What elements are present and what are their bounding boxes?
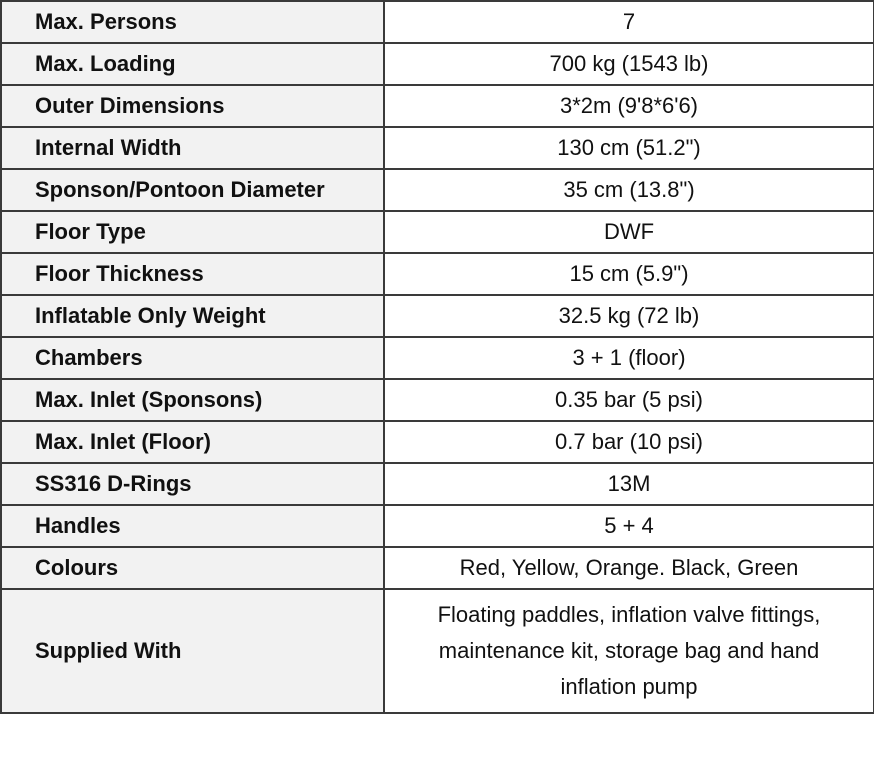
table-row-max-persons <box>1 1 874 43</box>
spec-value: 32.5 kg (72 lb) <box>384 295 874 337</box>
spec-label: Sponson/Pontoon Diameter <box>1 169 384 211</box>
spec-value: DWF <box>384 211 874 253</box>
table-row-max-loading <box>1 43 874 85</box>
table-row-floor-thickness <box>1 253 874 295</box>
table-row-supplied-with <box>1 589 874 713</box>
supplied-line: Floating paddles, inflation valve fittings, <box>437 602 821 627</box>
table-row-sponson-diameter <box>1 169 874 211</box>
spec-value: 3 + 1 (floor) <box>384 337 874 379</box>
table-row-outer-dimensions <box>1 85 874 127</box>
spec-label: Max. Inlet (Sponsons) <box>1 379 384 421</box>
spec-value: 0.35 bar (5 psi) <box>384 379 874 421</box>
spec-label: Colours <box>1 547 384 589</box>
spec-label: Floor Thickness <box>1 253 384 295</box>
table-row-handles <box>1 505 874 547</box>
spec-label: Supplied With <box>1 589 384 713</box>
spec-value: 35 cm (13.8") <box>384 169 874 211</box>
table-row-d-rings <box>1 463 874 505</box>
spec-value: 0.7 bar (10 psi) <box>384 421 874 463</box>
spec-label: Inflatable Only Weight <box>1 295 384 337</box>
spec-value: 3*2m (9'8*6'6) <box>384 85 874 127</box>
table-row-max-inlet-sponsons <box>1 379 874 421</box>
spec-label: Internal Width <box>1 127 384 169</box>
table-row-max-inlet-floor <box>1 421 874 463</box>
spec-label: Max. Loading <box>1 43 384 85</box>
table-row-floor-type <box>1 211 874 253</box>
spec-label: Max. Inlet (Floor) <box>1 421 384 463</box>
spec-label: Max. Persons <box>1 1 384 43</box>
spec-label: Handles <box>1 505 384 547</box>
spec-label: Chambers <box>1 337 384 379</box>
spec-value: 700 kg (1543 lb) <box>384 43 874 85</box>
table-row-chambers <box>1 337 874 379</box>
table-row-internal-width <box>1 127 874 169</box>
spec-value-multiline <box>384 589 874 713</box>
table-row-inflatable-weight <box>1 295 874 337</box>
spec-label: Floor Type <box>1 211 384 253</box>
spec-value: 7 <box>384 1 874 43</box>
spec-value: Red, Yellow, Orange. Black, Green <box>384 547 874 589</box>
spec-value: 130 cm (51.2") <box>384 127 874 169</box>
supplied-line: inflation pump <box>560 674 698 699</box>
supplied-line: maintenance kit, storage bag and hand <box>438 638 820 663</box>
spec-label: Outer Dimensions <box>1 85 384 127</box>
spec-value: 13M <box>384 463 874 505</box>
table-row-colours <box>1 547 874 589</box>
spec-value: 5 + 4 <box>384 505 874 547</box>
spec-label: SS316 D-Rings <box>1 463 384 505</box>
spec-value: 15 cm (5.9") <box>384 253 874 295</box>
